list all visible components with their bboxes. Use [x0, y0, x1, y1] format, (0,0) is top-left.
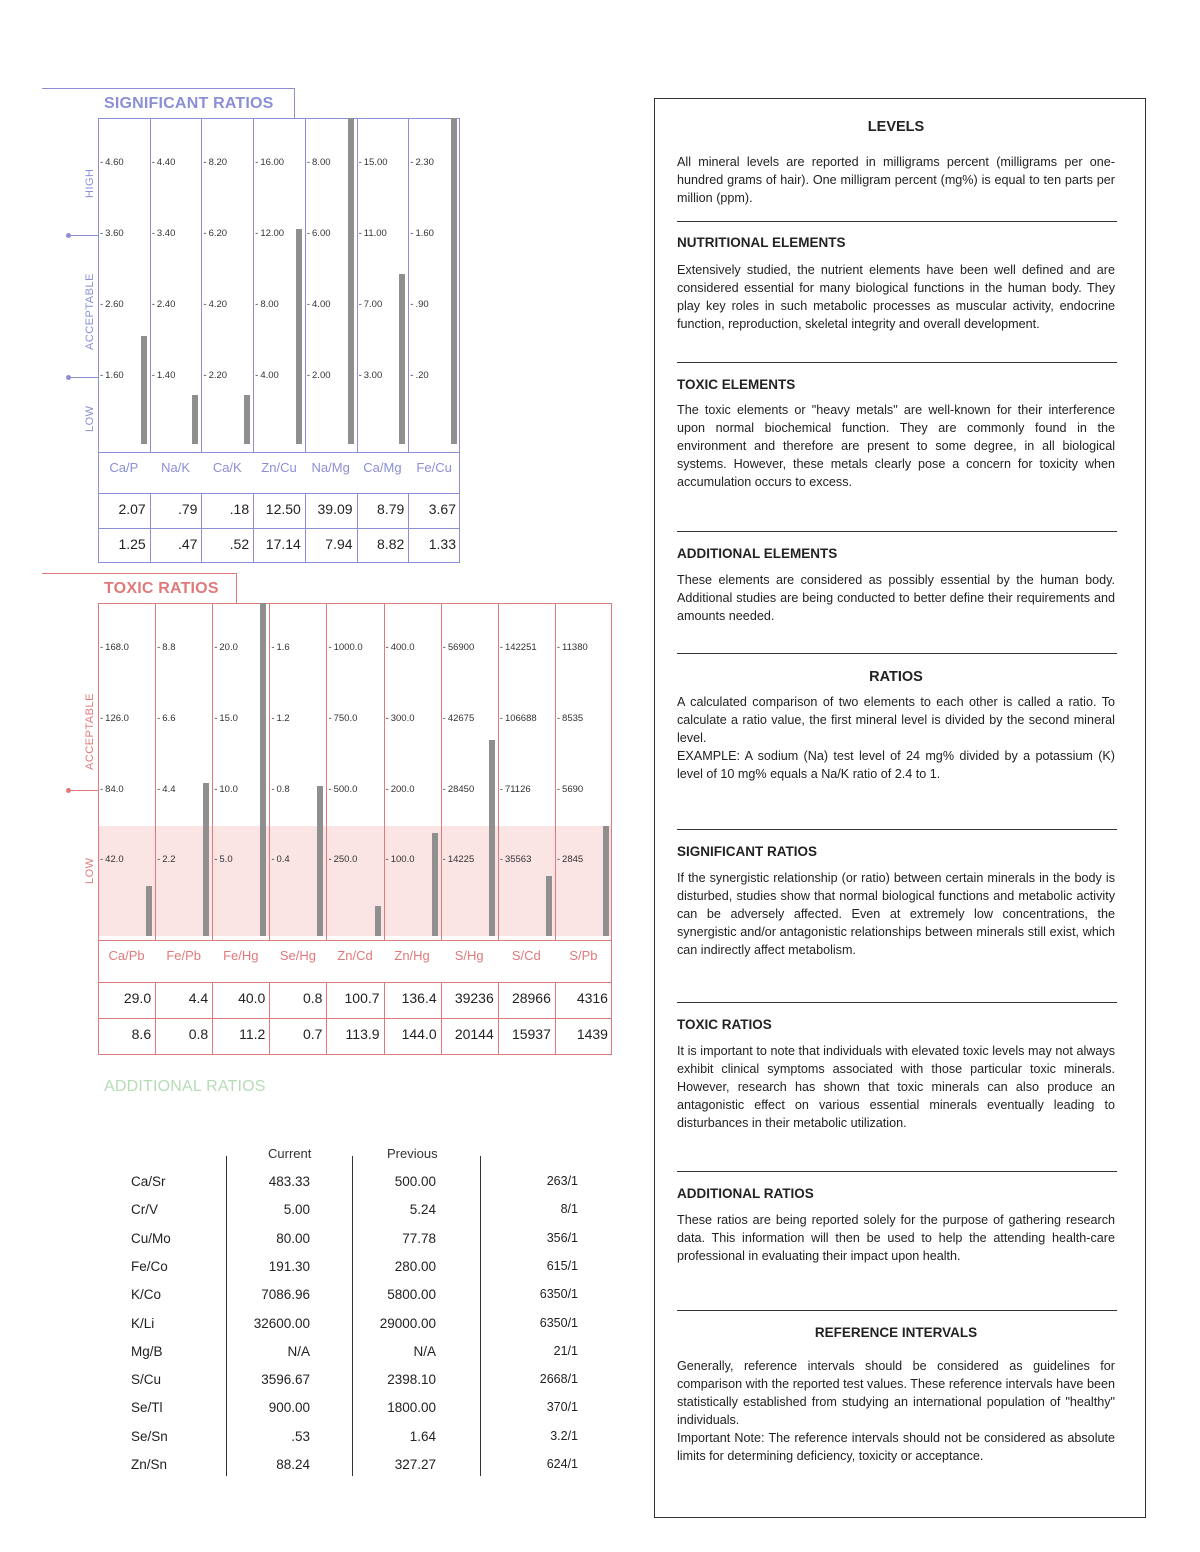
significant-tick-label: - 3.00 [359, 370, 383, 381]
toxic-bar [317, 786, 323, 936]
additional-current-value: .53 [291, 1428, 310, 1444]
additional-ratio-name: Se/Tl [131, 1400, 163, 1416]
significant-tick-label: - 3.60 [100, 228, 124, 239]
significant-tick-label: - 2.40 [152, 299, 176, 310]
toxic-value-divider [212, 982, 213, 1055]
significant-column-divider [408, 118, 409, 452]
toxic-bar [489, 740, 495, 936]
significant-previous-value: 8.82 [377, 536, 405, 552]
toxic-tick-label: - 0.8 [271, 784, 289, 795]
significant-value-divider [253, 493, 254, 563]
toxic-previous-value: 8.6 [131, 1026, 152, 1042]
additional-reference-value: 356/1 [546, 1230, 578, 1245]
toxic-bar [260, 603, 266, 936]
toxic-value-divider [155, 982, 156, 1055]
significant-column-divider [150, 118, 151, 452]
significant-value-divider [305, 493, 306, 563]
additional-ratio-name: Zn/Sn [131, 1457, 168, 1472]
additional-previous-value: 77.78 [402, 1230, 436, 1246]
significant-current-value: 2.07 [118, 501, 146, 517]
table-divider-2 [352, 1156, 353, 1476]
additional-ratio-name: Mg/B [131, 1343, 163, 1359]
significant-current-value: 8.79 [377, 501, 405, 517]
significant-bar [244, 395, 250, 444]
reference-intervals-title: REFERENCE INTERVALS [814, 1325, 978, 1340]
additional-reference-value: 263/1 [546, 1174, 578, 1188]
acceptable-upper-dot [66, 233, 71, 238]
separator [677, 1002, 1117, 1003]
toxic-hline [98, 982, 612, 983]
significant-column-divider [201, 118, 202, 452]
toxic-value-divider [384, 982, 385, 1055]
additional-current-value: 32600.00 [253, 1315, 310, 1331]
additional-current-value: 191.30 [268, 1258, 310, 1274]
additional-ratio-name: Se/Sn [131, 1428, 168, 1444]
additional-previous-value: 327.27 [394, 1457, 436, 1472]
additional-reference-value: 615/1 [546, 1258, 578, 1273]
significant-tick-label: - .90 [410, 299, 428, 310]
significant-tick-label: - .20 [410, 370, 428, 381]
significant-value-divider [357, 493, 358, 563]
col-header-current: Current [268, 1146, 312, 1161]
additional-ratios-info-title: ADDITIONAL RATIOS [677, 1186, 814, 1201]
significant-tick-label: - 4.60 [100, 157, 124, 168]
toxic-side-label-acceptable: ACCEPTABLE [84, 693, 96, 770]
significant-value-divider [408, 493, 409, 563]
toxic-tick-label: - 5690 [557, 784, 583, 795]
significant-tick-label: - 3.40 [152, 228, 176, 239]
additional-reference-value: 6350/1 [539, 1287, 578, 1302]
significant-tick-label: - 2.30 [410, 157, 434, 168]
significant-hline [98, 528, 460, 529]
toxic-tick-label: - 300.0 [386, 713, 415, 724]
significant-tick-label: - 1.40 [152, 370, 176, 381]
toxic-tick-label: - 100.0 [386, 854, 415, 865]
additional-previous-value: 280.00 [394, 1258, 436, 1274]
ratios-example: EXAMPLE: A sodium (Na) test level of 24 mg% divided by a potassium (K) level of 10 mg% equals a Na/K ratio of 2.4 to 1. [677, 749, 1115, 781]
toxic-ratio-label: S/Hg [454, 948, 484, 963]
significant-tick-label: - 11.00 [359, 228, 387, 239]
toxic-previous-value: 0.7 [302, 1026, 323, 1042]
additional-current-value: 483.33 [268, 1174, 310, 1189]
toxic-tick-label: - 11380 [557, 642, 588, 653]
table-divider-1 [226, 1156, 227, 1476]
additional-previous-value: 1.64 [409, 1428, 436, 1444]
toxic-tick-label: - 8.8 [157, 642, 175, 653]
significant-tick-label: - 7.00 [359, 299, 383, 310]
significant-current-value: 12.50 [265, 501, 301, 517]
toxic-current-value: 0.8 [302, 990, 323, 1006]
reference-intervals-text: Generally, reference intervals should be considered as guidelines for comparison with the reported test values. These reference intervals have been statistically established from studying an international population of "healthy" individuals. [677, 1359, 1115, 1427]
toxic-current-value: 39236 [454, 990, 494, 1006]
separator [677, 531, 1117, 532]
significant-ratio-label: Ca/P [109, 460, 139, 475]
significant-tick-label: - 8.00 [255, 299, 279, 310]
toxic-tick-label: - 1000.0 [328, 642, 362, 653]
toxic-column-divider [155, 603, 156, 940]
significant-ratios-info-text: If the synergistic relationship (or ratio) between certain minerals in the body is disturbed, studies show that normal biological functions and metabolic activity can be adversely affected. Even at extremely low concentrations, the synergistic and/or antagonistic relationships between minerals still exist, which can indirectly affect metabolism. [677, 871, 1115, 957]
toxic-ratios-info-title: TOXIC RATIOS [677, 1017, 772, 1032]
additional-ratio-name: S/Cu [131, 1372, 162, 1388]
toxic-previous-value: 0.8 [188, 1026, 209, 1042]
toxic-value-divider [441, 982, 442, 1055]
side-label-high: HIGH [84, 168, 96, 198]
toxic-ratios-title: TOXIC RATIOS [104, 580, 219, 597]
ratios-text: A calculated comparison of two elements to each other is called a ratio. To calculate a ratio value, the first mineral level is divided by the second mineral level. [677, 695, 1115, 745]
significant-ratio-label: Ca/K [212, 460, 242, 475]
toxic-previous-value: 113.9 [345, 1026, 380, 1042]
toxic-previous-value: 1439 [576, 1026, 608, 1042]
significant-ratios-title: SIGNIFICANT RATIOS [104, 95, 274, 112]
additional-current-value: 80.00 [276, 1230, 310, 1246]
toxic-tick-label: - 42675 [443, 713, 475, 724]
significant-bar [451, 118, 457, 444]
significant-previous-value: 17.14 [265, 536, 301, 552]
toxic-tick-label: - 71126 [500, 784, 531, 795]
significant-tick-label: - 8.20 [203, 157, 227, 168]
toxic-tick-label: - 5.0 [214, 854, 232, 865]
toxic-ratio-label: S/Cd [511, 948, 541, 963]
significant-current-value: 39.09 [317, 501, 353, 517]
toxic-value-divider [498, 982, 499, 1055]
significant-tick-label: - 6.00 [307, 228, 331, 239]
toxic-tick-label: - 28450 [443, 784, 475, 795]
toxic-ratios-info-text: It is important to note that individuals with elevated toxic levels may not always exhibit clinical symptoms associated with those particular toxic minerals. However, research has shown that toxic minerals can also produce an antagonistic effect on various essential minerals eventually leading to disturbances in their metabolic utilization. [677, 1044, 1115, 1130]
toxic-ratio-label: S/Pb [569, 948, 598, 963]
significant-tick-label: - 15.00 [359, 157, 388, 168]
toxic-tick-label: - 8535 [557, 713, 583, 724]
additional-reference-value: 8/1 [560, 1202, 578, 1217]
toxic-previous-value: 144.0 [401, 1026, 437, 1042]
toxic-tick-label: - 14225 [443, 854, 475, 865]
toxic-tick-label: - 250.0 [328, 854, 357, 865]
significant-bar [399, 274, 405, 444]
toxic-column-divider [384, 603, 385, 940]
significant-bar [141, 336, 147, 444]
separator [677, 1171, 1117, 1172]
additional-reference-value: 21/1 [553, 1343, 578, 1358]
significant-previous-value: .52 [229, 536, 250, 552]
additional-current-value: 7086.96 [261, 1287, 310, 1303]
significant-tick-label: - 12.00 [255, 228, 284, 239]
significant-ratios-info-title: SIGNIFICANT RATIOS [677, 844, 817, 859]
significant-value-divider [150, 493, 151, 563]
toxic-tick-label: - 4.4 [157, 784, 175, 795]
significant-ratio-label: Na/K [161, 460, 190, 475]
toxic-tick-label: - 0.4 [271, 854, 289, 865]
toxic-previous-value: 11.2 [239, 1026, 266, 1042]
toxic-acceptable-marker [68, 790, 98, 791]
additional-reference-value: 624/1 [546, 1457, 578, 1471]
toxic-ratio-label: Se/Hg [279, 948, 316, 963]
toxic-tick-label: - 56900 [443, 642, 475, 653]
additional-ratio-name: Ca/Sr [131, 1174, 166, 1189]
additional-previous-value: 2398.10 [387, 1372, 436, 1388]
toxic-value-divider [326, 982, 327, 1055]
side-label-low: LOW [84, 405, 96, 432]
toxic-current-value: 29.0 [123, 990, 152, 1006]
toxic-frame [98, 603, 612, 1055]
significant-current-value: .79 [177, 501, 198, 517]
toxic-ratio-label: Ca/Pb [108, 948, 145, 963]
additional-ratio-name: Cu/Mo [131, 1230, 171, 1246]
toxic-tick-label: - 42.0 [100, 854, 124, 865]
toxic-tick-label: - 2.2 [157, 854, 175, 865]
separator [677, 653, 1117, 654]
significant-ratio-label: Ca/Mg [363, 460, 402, 475]
toxic-hline [98, 1018, 612, 1019]
significant-tick-label: - 4.20 [203, 299, 227, 310]
toxic-tick-label: - 84.0 [100, 784, 124, 795]
additional-reference-value: 370/1 [546, 1400, 578, 1415]
additional-ratio-name: K/Li [131, 1315, 155, 1331]
significant-ratio-label: Fe/Cu [416, 460, 452, 475]
toxic-tick-label: - 35563 [500, 854, 532, 865]
toxic-current-value: 100.7 [344, 990, 380, 1006]
toxic-tick-label: - 2845 [557, 854, 583, 865]
additional-reference-value: 3.2/1 [550, 1428, 578, 1443]
toxic-bar [546, 876, 552, 936]
toxic-hline [98, 940, 612, 941]
toxic-ratio-label: Fe/Pb [166, 948, 201, 963]
additional-ratios-info-text: These ratios are being reported solely for the purpose of gathering research data. This information will then be used to help the attending health-care professional in evaluating their impact upon health. [677, 1213, 1115, 1263]
significant-header-rule [42, 88, 294, 89]
toxic-elements-text: The toxic elements or "heavy metals" are well-known for their interference upon normal biochemical function. They are commonly found in the environment and therefore are present to some degree, in all biological systems. However, these metals clearly pose a concern for toxicity when accumulation occurs to excess. [677, 403, 1115, 489]
additional-ratios-title: ADDITIONAL RATIOS [104, 1078, 266, 1095]
toxic-tick-label: - 500.0 [328, 784, 357, 795]
nutritional-text: Extensively studied, the nutrient elements have been well defined and are considered essential for many biological functions in the human body. They play key roles in such metabolic processes as muscular activity, endocrine function, reproduction, skeletal integrity and overall development. [677, 263, 1115, 331]
toxic-elements-title: TOXIC ELEMENTS [677, 377, 796, 392]
toxic-tick-label: - 106688 [500, 713, 537, 724]
info-panel [654, 98, 1146, 1518]
significant-hline [98, 493, 460, 494]
significant-tick-label: - 2.20 [203, 370, 227, 381]
significant-current-value: .18 [229, 501, 250, 517]
toxic-bar [203, 783, 209, 936]
toxic-bar [375, 906, 381, 936]
toxic-tick-label: - 126.0 [100, 713, 129, 724]
separator [677, 829, 1117, 830]
ratios-title: RATIOS [869, 669, 923, 685]
toxic-previous-value: 20144 [454, 1026, 494, 1042]
additional-previous-value: 5800.00 [387, 1287, 436, 1303]
toxic-previous-value: 15937 [511, 1026, 551, 1042]
toxic-column-divider [269, 603, 270, 940]
toxic-bar [432, 833, 438, 936]
additional-current-value: 88.24 [276, 1457, 310, 1472]
significant-current-value: 3.67 [428, 501, 456, 517]
significant-tick-label: - 8.00 [307, 157, 331, 168]
acceptable-upper-marker [68, 235, 98, 236]
additional-reference-value: 6350/1 [539, 1315, 578, 1330]
separator [677, 221, 1117, 222]
additional-current-value: N/A [287, 1343, 310, 1359]
toxic-tick-label: - 142251 [500, 642, 537, 653]
toxic-column-divider [326, 603, 327, 940]
acceptable-lower-dot [66, 375, 71, 380]
additional-current-value: 900.00 [268, 1400, 310, 1416]
toxic-tick-label: - 10.0 [214, 784, 238, 795]
significant-frame [98, 118, 460, 563]
significant-tick-label: - 1.60 [410, 228, 434, 239]
nutritional-title: NUTRITIONAL ELEMENTS [677, 235, 846, 250]
significant-value-divider [201, 493, 202, 563]
significant-column-divider [305, 118, 306, 452]
significant-tick-label: - 2.00 [307, 370, 331, 381]
toxic-tick-label: - 200.0 [386, 784, 415, 795]
toxic-ratio-label: Zn/Hg [394, 948, 430, 963]
toxic-current-value: 28966 [511, 990, 551, 1006]
significant-tick-label: - 2.60 [100, 299, 124, 310]
additional-previous-value: 1800.00 [387, 1400, 436, 1416]
reference-intervals-note: Important Note: The reference intervals should not be considered as absolute limits for determining deficiency, toxicity or acceptance. [677, 1431, 1115, 1463]
additional-current-value: 5.00 [283, 1202, 310, 1218]
significant-tick-label: - 4.00 [307, 299, 331, 310]
additional-ratio-name: Fe/Co [131, 1258, 168, 1274]
toxic-bar [146, 886, 152, 936]
significant-bar [348, 118, 354, 444]
significant-bar [296, 229, 302, 444]
additional-elements-text: These elements are considered as possibly essential by the human body. Additional studies are being conducted to better define their requirements and amounts needed. [677, 573, 1115, 623]
additional-previous-value: 29000.00 [379, 1315, 436, 1331]
additional-reference-value: 2668/1 [539, 1372, 578, 1387]
significant-previous-value: .47 [177, 536, 198, 552]
significant-previous-value: 1.25 [118, 536, 146, 552]
significant-tick-label: - 4.40 [152, 157, 176, 168]
toxic-header-rule [42, 573, 236, 574]
toxic-side-label-low: LOW [84, 857, 96, 884]
separator [677, 362, 1117, 363]
toxic-column-divider [441, 603, 442, 940]
levels-text: All mineral levels are reported in milligrams percent (milligrams per one-hundred grams of hair). One milligram percent (mg%) is equal to ten parts per million (ppm). [677, 155, 1115, 205]
toxic-ratio-label: Fe/Hg [223, 948, 259, 963]
significant-tick-label: - 16.00 [255, 157, 284, 168]
additional-previous-value: 500.00 [394, 1174, 436, 1189]
toxic-column-divider [498, 603, 499, 940]
significant-previous-value: 7.94 [325, 536, 353, 552]
toxic-acceptable-dot [66, 788, 71, 793]
toxic-header-rule-end [236, 573, 237, 603]
table-divider-3 [480, 1156, 481, 1476]
significant-column-divider [357, 118, 358, 452]
toxic-bar [603, 826, 609, 936]
toxic-tick-label: - 750.0 [328, 713, 357, 724]
col-header-previous: Previous [387, 1146, 438, 1161]
toxic-current-value: 40.0 [238, 990, 266, 1006]
significant-ratio-label: Zn/Cu [261, 460, 297, 475]
toxic-tick-label: - 168.0 [100, 642, 129, 653]
toxic-ratio-label: Zn/Cd [337, 948, 373, 963]
additional-current-value: 3596.67 [261, 1372, 310, 1388]
toxic-current-value: 4.4 [188, 990, 209, 1006]
toxic-tick-label: - 1.2 [271, 713, 289, 724]
significant-bar [192, 395, 198, 444]
additional-ratio-name: K/Co [131, 1287, 162, 1303]
toxic-column-divider [555, 603, 556, 940]
additional-previous-value: 5.24 [409, 1202, 436, 1218]
significant-tick-label: - 6.20 [203, 228, 227, 239]
significant-previous-value: 1.33 [428, 536, 456, 552]
significant-column-divider [253, 118, 254, 452]
significant-tick-label: - 1.60 [100, 370, 124, 381]
significant-header-rule-end [294, 88, 295, 118]
toxic-tick-label: - 400.0 [386, 642, 415, 653]
toxic-current-value: 4316 [576, 990, 608, 1006]
toxic-column-divider [212, 603, 213, 940]
toxic-tick-label: - 6.6 [157, 713, 175, 724]
significant-tick-label: - 4.00 [255, 370, 279, 381]
additional-previous-value: N/A [413, 1343, 436, 1359]
significant-hline [98, 452, 460, 453]
toxic-value-divider [555, 982, 556, 1055]
additional-elements-title: ADDITIONAL ELEMENTS [677, 546, 838, 561]
toxic-current-value: 136.4 [401, 990, 437, 1006]
acceptable-lower-marker [68, 377, 98, 378]
levels-title: LEVELS [867, 119, 925, 135]
toxic-tick-label: - 20.0 [214, 642, 238, 653]
toxic-value-divider [269, 982, 270, 1055]
side-label-acceptable: ACCEPTABLE [84, 273, 96, 350]
additional-ratio-name: Cr/V [131, 1202, 158, 1218]
toxic-tick-label: - 15.0 [214, 713, 238, 724]
separator [677, 1310, 1117, 1311]
significant-ratio-label: Na/Mg [311, 460, 350, 475]
toxic-tick-label: - 1.6 [271, 642, 289, 653]
